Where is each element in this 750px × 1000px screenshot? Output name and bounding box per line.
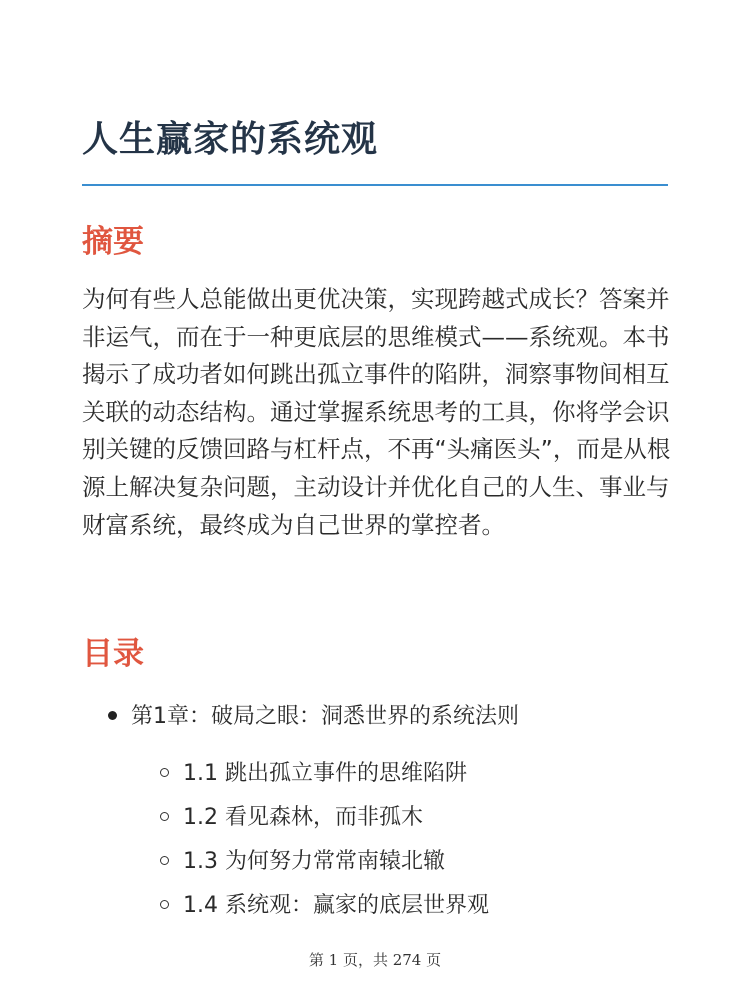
- bullet-circle-icon: [160, 900, 169, 909]
- abstract-heading: 摘要: [82, 224, 144, 260]
- toc-chapter-label: 第1章：破局之眼：洞悉世界的系统法则: [131, 704, 519, 729]
- toc-section-label: 1.2 看见森林，而非孤木: [183, 805, 423, 830]
- document-title: 人生赢家的系统观: [82, 119, 379, 160]
- toc-section-1-4[interactable]: [160, 887, 489, 925]
- toc-section-1-2[interactable]: [160, 799, 423, 837]
- abstract-paragraph: 为何有些人总能做出更优决策，实现跨越式成长？答案并非运气，而在于一种更底层的思维模式——系统观。本书揭示了成功者如何跳出孤立事件的陷阱，洞察事物间相互关联的动态结构。通过掌握系统思考的工具，你将学会识别关键的反馈回路与杠杆点，不再“头痛医头”，而是从根源上解决复杂问题，主动设计并优化自己的人生、事业与财富系统，最终成为自己世界的掌控者。: [82, 285, 671, 539]
- bullet-circle-icon: [160, 812, 169, 821]
- toc-section-label: 1.4 系统观：赢家的底层世界观: [183, 893, 489, 918]
- toc-section-1-3[interactable]: [160, 843, 445, 881]
- bullet-disc-icon: [108, 711, 117, 720]
- toc-chapter-1[interactable]: [108, 698, 519, 736]
- toc-section-label: 1.1 跳出孤立事件的思维陷阱: [183, 761, 467, 786]
- toc-section-label: 1.3 为何努力常常南辕北辙: [183, 849, 445, 874]
- bullet-circle-icon: [160, 856, 169, 865]
- toc-heading: 目录: [82, 636, 144, 672]
- title-divider: [82, 184, 668, 186]
- bullet-circle-icon: [160, 768, 169, 777]
- page-number-footer: 第 1 页，共 274 页: [308, 951, 442, 969]
- toc-section-1-1[interactable]: [160, 755, 467, 793]
